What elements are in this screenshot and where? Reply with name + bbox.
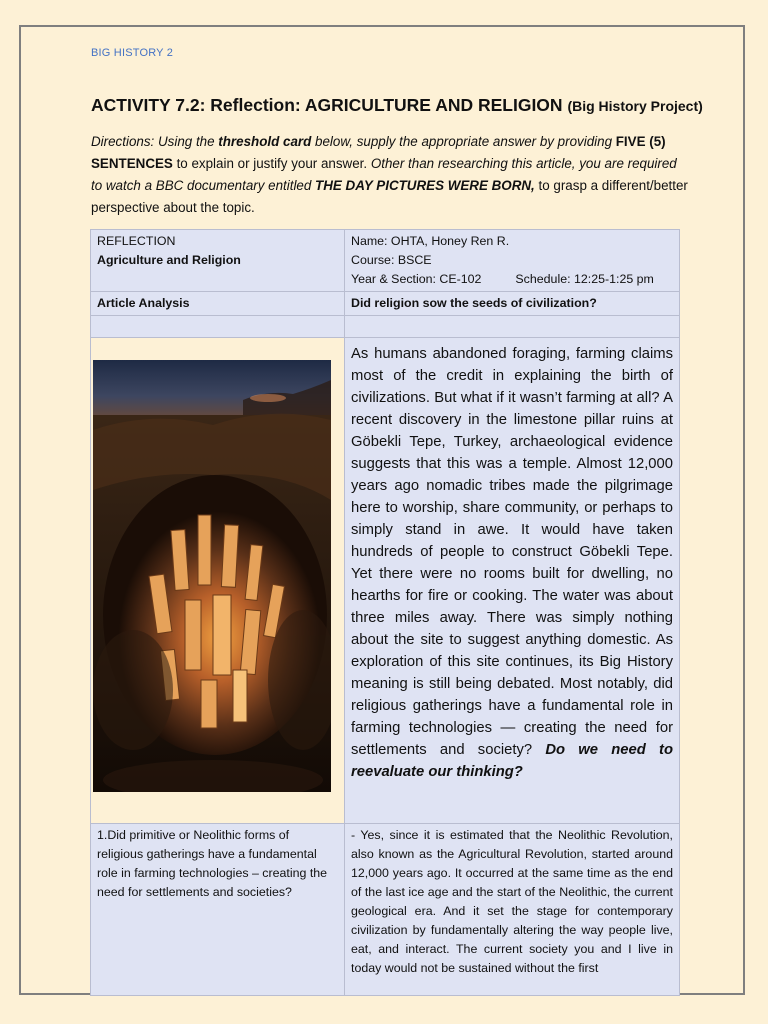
student-year-section: Year & Section: CE-102 [351, 272, 482, 286]
table-row-question-1 [91, 824, 680, 996]
table-row-spacer [91, 316, 680, 338]
directions-text-4: Other than researching this article, you are required to watch a BBC documentary entitled [91, 156, 677, 193]
directions-threshold: threshold card [218, 134, 312, 149]
answer-1: - Yes, since it is estimated that the Neolithic Revolution, also known as the Agricultural Revolution, started around 12,000 years ago. It occurred at the same time as the end of the last ice age and the start of the Neolithic, the current geological era. And it set the stage for contemporary civilization by fundamentally altering the way people live, eat, and interact. The current society you and I live in today would not be sustained without the first [345, 824, 680, 996]
table-row-content [91, 338, 680, 824]
directions-text-3: to explain or justify your answer. [172, 156, 371, 171]
student-course: Course: BSCE [351, 253, 432, 267]
article-closing-question: Do we need to reevaluate our thinking? [351, 742, 673, 780]
photo-cell [91, 338, 345, 824]
article-question: Did religion sow the seeds of civilization? [345, 292, 680, 316]
directions-label: Directions: [91, 134, 155, 149]
reflection-label: REFLECTION [97, 234, 176, 248]
article-body-cell [345, 338, 680, 824]
question-1: 1.Did primitive or Neolithic forms of religious gatherings have a fundamental role in farming technologies – creating the need for settlements and societies? [91, 824, 345, 996]
directions-text-2: below, supply the appropriate answer by providing [311, 134, 616, 149]
student-name: Name: OHTA, Honey Ren R. [351, 234, 510, 248]
gobekli-tepe-photo [93, 360, 331, 792]
table-row-article [91, 292, 680, 316]
title-main: ACTIVITY 7.2: Reflection: AGRICULTURE AND RELIGION [91, 95, 563, 115]
student-info-cell [345, 230, 680, 292]
directions-five-sentences: FIVE (5) SENTENCES [91, 134, 666, 171]
spacer-cell-right [345, 316, 680, 338]
reflection-cell [91, 230, 345, 292]
spacer-cell-left [91, 316, 345, 338]
threshold-card-table [90, 229, 680, 996]
directions-text-5: to grasp a different/better perspective about the topic. [91, 178, 688, 215]
table-row-header [91, 230, 680, 292]
activity-title [91, 95, 703, 116]
directions-paragraph [91, 131, 691, 219]
title-sub: (Big History Project) [567, 98, 703, 114]
student-year-section-row [351, 270, 673, 289]
reflection-topic: Agriculture and Religion [97, 253, 241, 267]
article-analysis-label: Article Analysis [91, 292, 345, 316]
directions-text-1: Using the [154, 134, 219, 149]
article-body: As humans abandoned foraging, farming claims most of the credit in explaining the birth of civilizations. But what if it wasn’t farming at all? A recent discovery in the limestone pillar ruins at Göbekli Tepe, Turkey, archaeological evidence suggests that this was a temple. Almost 12,000 years ago nomadic tribes made the pilgrimage here to worship, share community, or perhaps to simply stand in awe. It would have taken hundreds of people to construct Göbekli Tepe. Yet there were no rooms built for dwelling, no hearths for fire or cooking. The water was about three miles away. There was simply nothing about the site to suggest anything domestic. As exploration of this site continues, its Big History meaning is still being debated. Most notably, did religious gatherings have a fundamental role in farming technologies — creating the need for settlements and society? [351, 346, 673, 758]
student-schedule: Schedule: 12:25-1:25 pm [515, 272, 654, 286]
directions-documentary: THE DAY PICTURES WERE BORN, [315, 178, 535, 193]
page-header: BIG HISTORY 2 [91, 47, 174, 59]
